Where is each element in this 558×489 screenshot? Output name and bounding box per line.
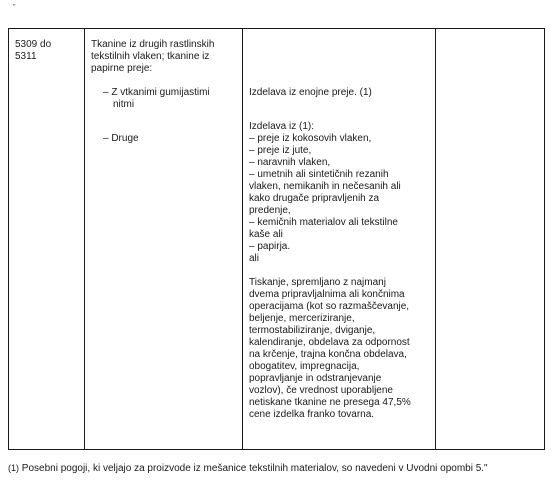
rule-line: – umetnih ali sintetičnih rezanih	[249, 169, 389, 180]
rule-line: – kemičnih materialov ali tekstilne	[249, 217, 398, 228]
rule-line: Tiskanje, spremljano z najmanj	[249, 277, 386, 288]
rule-materials	[249, 121, 429, 265]
rule-line: vlaken, nemikanih in nečesanih ali	[249, 181, 401, 192]
rule-line: kako drugače pripravljenih za	[249, 193, 380, 204]
description-line: papirne preje:	[91, 63, 153, 74]
rule-line: vozlov), če vrednost uporabljene	[249, 385, 393, 396]
page-marker: "	[13, 4, 16, 11]
rule-line: predenje,	[249, 205, 291, 216]
rules-table	[8, 28, 545, 450]
empty-cell	[436, 29, 545, 450]
rule-line: netiskane tkanine ne presega 47,5%	[249, 397, 411, 408]
rule-line: – preje iz kokosovih vlaken,	[249, 133, 372, 144]
subitem-rubber-threads	[91, 87, 238, 111]
rule-line: popravljanje in odstranjevanje	[249, 373, 382, 384]
code-line: 5311	[15, 51, 37, 62]
rule-line: obogatitev, impregnacija,	[249, 361, 360, 372]
rule-line: – papirja.	[249, 241, 291, 252]
code-line: 5309 do	[15, 39, 52, 50]
rule-line: Izdelava iz (1):	[249, 121, 315, 132]
table-row	[9, 29, 545, 450]
rule-line: termostabiliziranje, dviganje,	[249, 325, 376, 336]
rule-line: dvema pripravljalnima ali končnima	[249, 289, 405, 300]
subitem-line: nitmi	[113, 99, 135, 110]
description-cell	[85, 29, 243, 450]
description-line: Tkanine iz drugih rastlinskih	[91, 39, 215, 50]
rule-line: beljenje, merceriziranje,	[249, 313, 355, 324]
rule-line: kalendiranje, obdelava za odpornost	[249, 337, 410, 348]
rule-line: operacijama (kot so razmaščevanje,	[249, 301, 410, 312]
rule-line: kaše ali	[249, 229, 283, 240]
subitem-other: – Druge	[103, 133, 139, 144]
working-rule-cell	[243, 29, 436, 450]
footnote	[8, 462, 488, 475]
rule-line: – preje iz jute,	[249, 145, 312, 156]
code-cell	[9, 29, 85, 450]
rule-single-yarn: Izdelava iz enojne preje. (1)	[249, 87, 372, 98]
rule-line: na krčenje, trajna končna obdelava,	[249, 349, 407, 360]
rule-line: cene izdelka franko tovarna.	[249, 409, 375, 420]
footnote-text: Posebni pogoji, ki veljajo za proizvode iz mešanice tekstilnih materialov, so navedeni v Uvodni opombi 5."	[21, 463, 488, 474]
subitem-line: – Z vtkanimi gumijastimi	[103, 87, 210, 98]
description-line: tekstilnih vlaken; tkanine iz	[91, 51, 210, 62]
rule-line: – naravnih vlaken,	[249, 157, 331, 168]
rule-line: ali	[249, 253, 260, 264]
rule-printing	[249, 277, 429, 421]
footnote-marker: (1)	[8, 463, 19, 473]
